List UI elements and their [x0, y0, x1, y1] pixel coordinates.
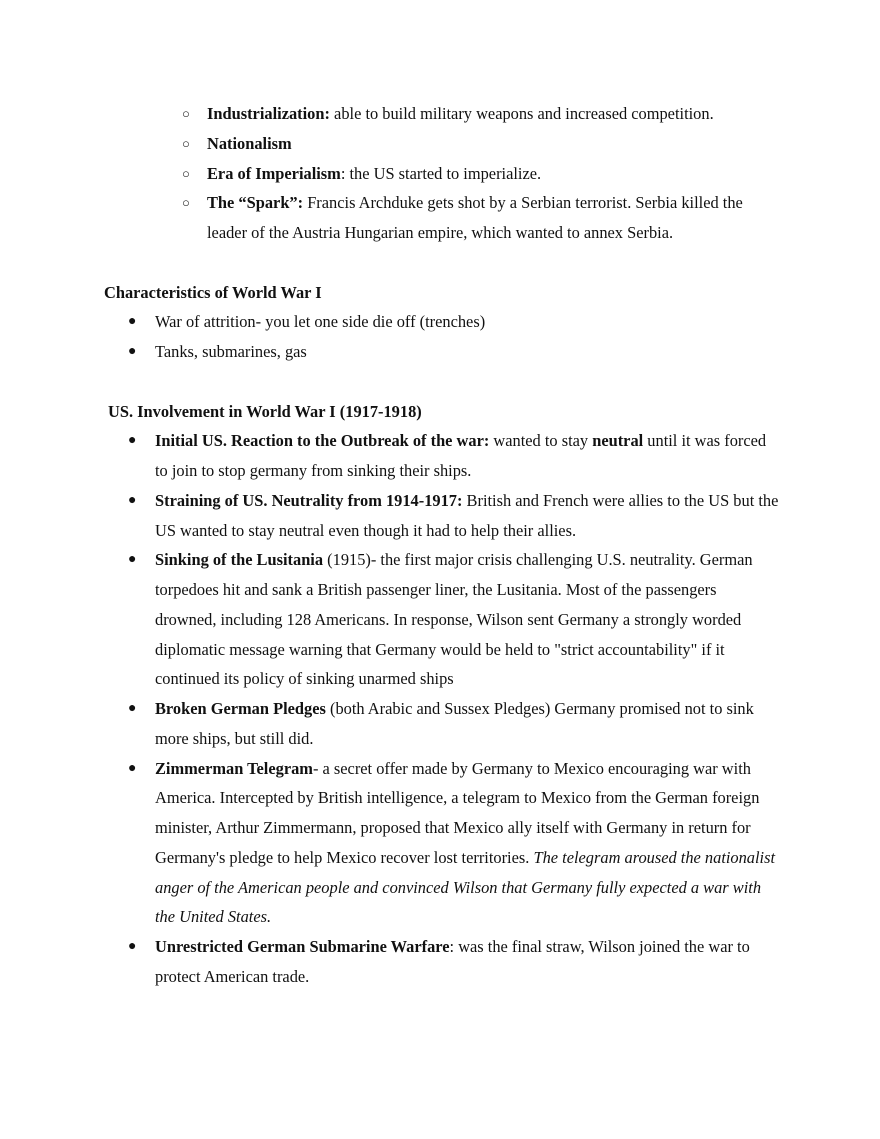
hollow-bullet-icon: ○	[182, 135, 190, 151]
item-text: : the US started to imperialize.	[340, 163, 542, 183]
item-text: Francis Archduke gets shot by a Serbian terrorist. Serbia killed the leader of the Austria Hungarian empire, which wanted to annex Serbia.	[207, 193, 743, 242]
item-text: War of attrition- you let one side die off (trenches)	[155, 312, 486, 332]
bullet-icon: ●	[128, 760, 137, 776]
item-text: British and French were allies to the US but the US wanted to stay neutral even though it had to help their allies.	[155, 490, 779, 540]
list-item	[0, 754, 780, 933]
list-item	[0, 99, 782, 129]
item-text: - a secret offer made by Germany to Mexico encouraging war with America. Intercepted by British intelligence, a telegram to Mexico from the German foreign minister, Arthur Zimmermann, proposed that Mexico ally itself with Germany in return for Germany's pledge to help Mexico recover lost territories.	[155, 758, 760, 867]
item-term: Broken German Pledges	[155, 699, 326, 718]
hollow-bullet-icon: ○	[182, 106, 190, 121]
bullet-icon: ●	[128, 552, 137, 568]
item-term: Era of Imperialism	[207, 163, 341, 183]
section-heading: Characteristics of World War I	[104, 282, 322, 302]
item-term: Sinking of the Lusitania	[155, 550, 324, 570]
document-page	[0, 99, 880, 992]
item-term: Zimmerman Telegram	[155, 758, 313, 778]
item-term: Straining of US. Neutrality from 1914-1917:	[155, 490, 463, 510]
item-term: Initial US. Reaction to the Outbreak of the war:	[155, 431, 490, 451]
bullet-icon: ●	[128, 492, 137, 508]
item-italic-text: The telegram aroused the nationalist anger of the American people and convinced Wilson that Germany fully expected a war with the United States.	[155, 847, 776, 927]
list-item	[0, 159, 782, 189]
list-item	[0, 188, 782, 248]
bullet-icon: ●	[128, 344, 137, 359]
list-item	[0, 694, 780, 754]
item-text: : was the final straw, Wilson joined the war to protect American trade.	[155, 937, 750, 986]
bullet-icon: ●	[128, 433, 137, 449]
item-term: Industrialization:	[207, 104, 330, 123]
hollow-bullet-icon: ○	[182, 195, 190, 211]
bullet-icon: ●	[128, 701, 137, 716]
list-item	[0, 307, 780, 337]
list-item	[0, 337, 780, 367]
bullet-icon: ●	[128, 314, 137, 330]
list-item	[0, 426, 780, 486]
item-term: Unrestricted German Submarine Warfare	[155, 937, 450, 956]
list-item	[0, 486, 780, 546]
item-emphasis: neutral	[592, 431, 644, 451]
list-item	[0, 545, 780, 694]
bullet-icon: ●	[128, 939, 137, 954]
item-text: (both Arabic and Sussex Pledges) Germany promised not to sink more ships, but still did.	[155, 699, 754, 748]
item-text: wanted to stay	[489, 431, 593, 451]
item-text: (1915)- the first major crisis challenging U.S. neutrality. German torpedoes hit and sank a British passenger liner, the Lusitania. Most of the passengers drowned, including 128 Americans. In response, Wilson sent Germany a strongly worded diplomatic message warning that Germany would be held to "strict accountability" if it continued its policy of sinking unarmed ships	[155, 550, 753, 689]
item-term: The “Spark”:	[207, 193, 304, 213]
section-heading: US. Involvement in World War I (1917-1918)	[108, 401, 422, 421]
list-item	[0, 932, 780, 992]
item-text: Tanks, submarines, gas	[155, 342, 307, 361]
item-text: able to build military weapons and increased competition.	[329, 104, 714, 123]
item-text: until it was forced to join to stop germany from sinking their ships.	[155, 431, 767, 480]
hollow-bullet-icon: ○	[182, 165, 190, 181]
item-term: Nationalism	[207, 133, 292, 153]
list-item	[0, 129, 782, 159]
